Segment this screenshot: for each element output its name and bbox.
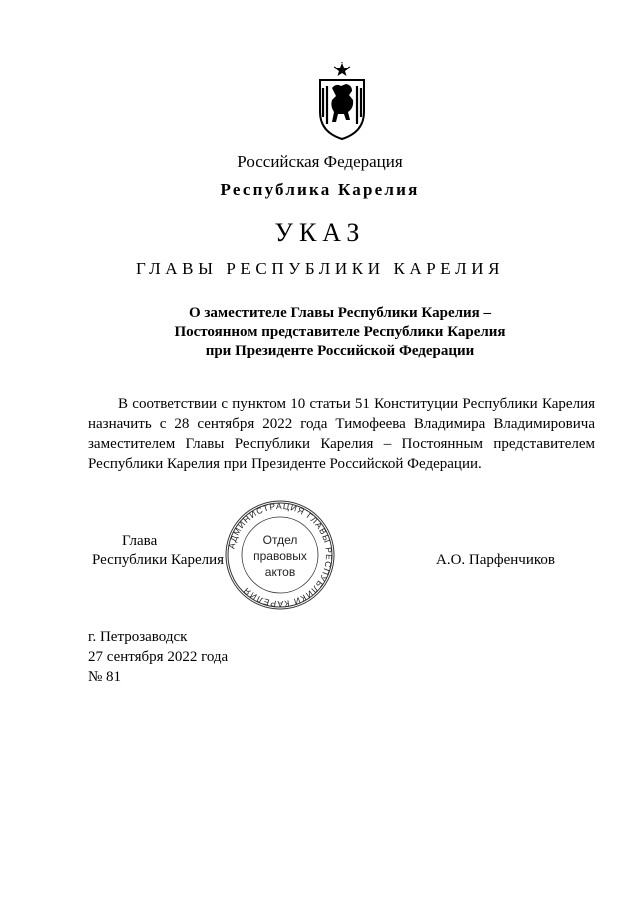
signatory-title-line2: Республики Карелия [92, 552, 225, 568]
document-type: УКАЗ [274, 218, 366, 247]
star-icon [334, 62, 350, 76]
stamp-line: Отдел [262, 533, 298, 547]
city: г. Петрозаводск [88, 629, 188, 645]
subject-line: О заместителе Главы Республики Карелия – [188, 305, 492, 321]
decree-body: В соответствии с пунктом 10 статьи 51 Конституции Республики Карелия назначить с 28 сентября 2022 года Тимофеева Владимира Владимировича заместителем Главы Республики Карелия – Постоянным представителем Республики Карелия при Президенте Российской Федерации. [88, 396, 595, 472]
signatory-name: А.О. Парфенчиков [436, 552, 555, 568]
stamp-seal [220, 500, 340, 610]
issuer: ГЛАВЫ РЕСПУБЛИКИ КАРЕЛИЯ [135, 259, 505, 278]
stamp-line: правовых [253, 549, 307, 563]
subject-line: Постоянном представителе Республики Карелия [174, 324, 506, 340]
document-footer [88, 627, 228, 687]
stamp-ring-text: АДМИНИСТРАЦИЯ ГЛАВЫ РЕСПУБЛИКИ КАРЕЛИЯ [226, 500, 335, 610]
subject-line: при Президенте Российской Федерации [205, 343, 475, 359]
document-number: № 81 [88, 669, 122, 685]
document-subject [160, 304, 520, 361]
signatory-title-line1: Глава [122, 533, 158, 549]
stamp-line: актов [264, 565, 296, 579]
document-date: 27 сентября 2022 года [88, 649, 229, 665]
country-name: Российская Федерация [237, 152, 403, 171]
coat-of-arms-icon [314, 62, 370, 140]
republic-name: Республика Карелия [220, 180, 420, 199]
